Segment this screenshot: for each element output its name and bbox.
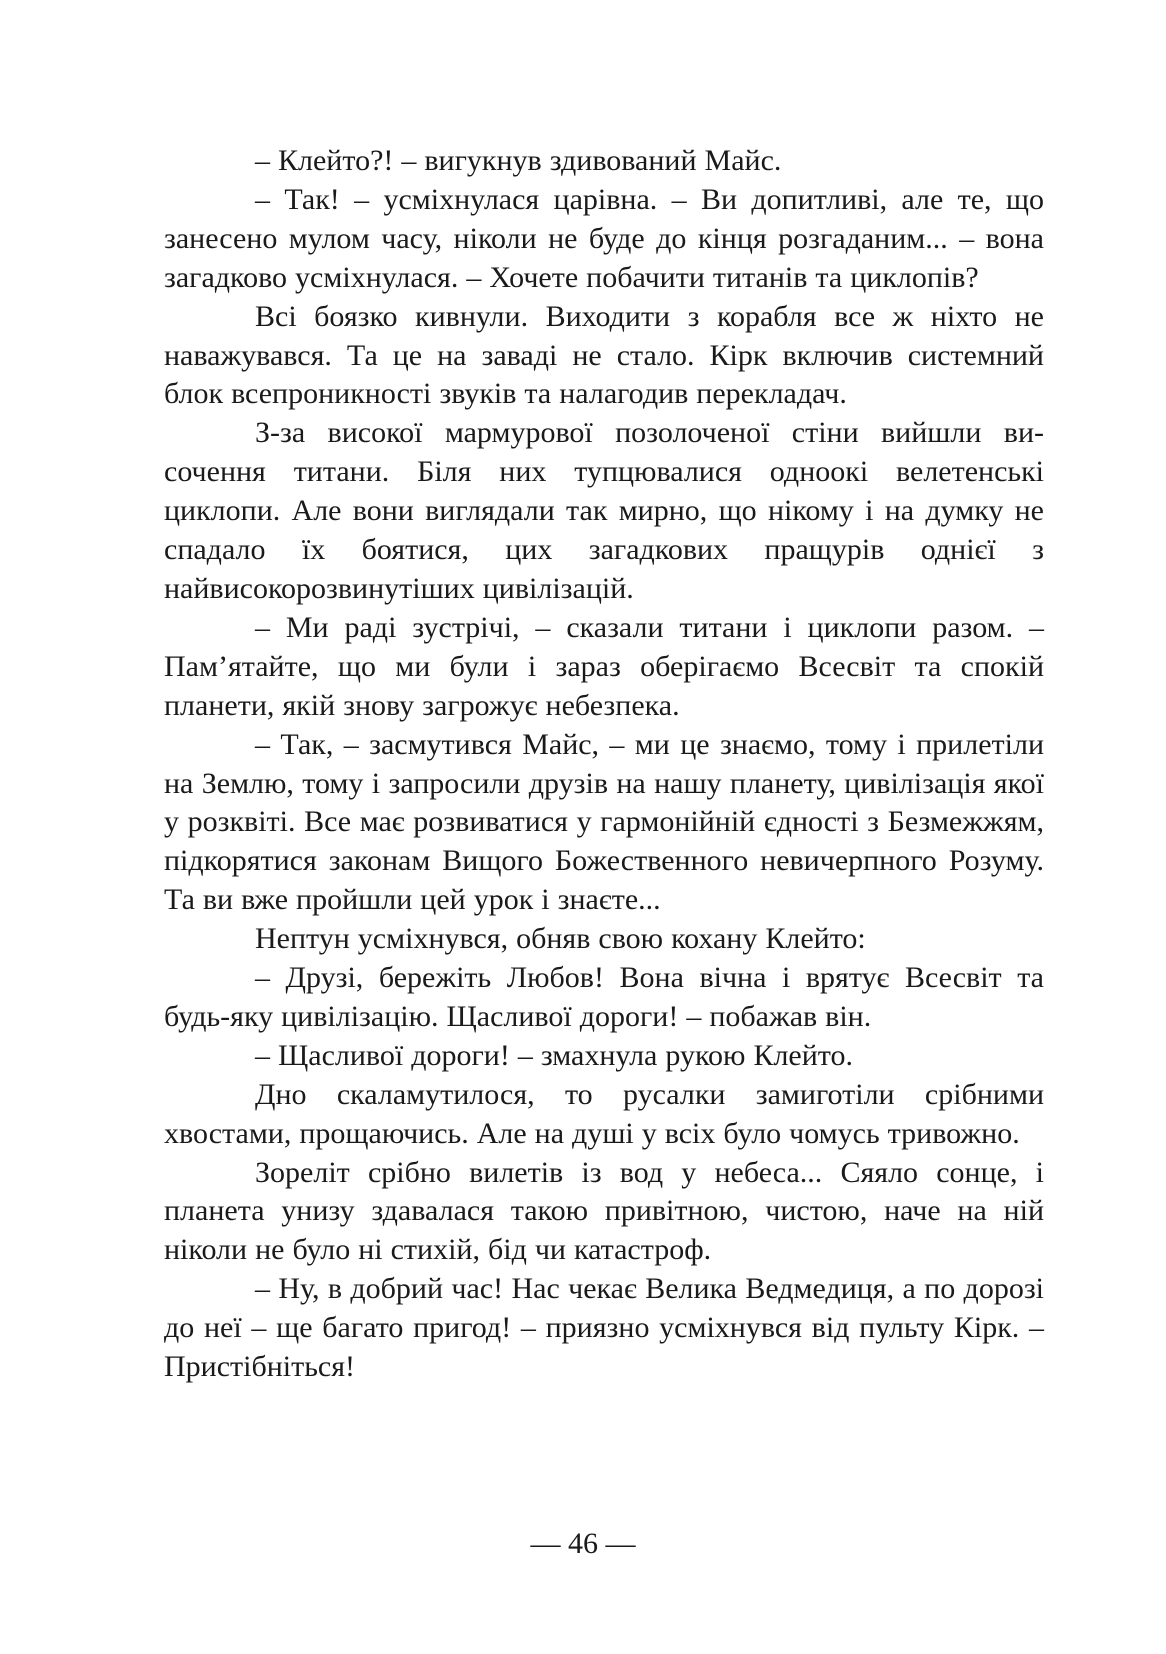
paragraph: Всі боязко кивнули. Виходити з корабля все ж ніхто не наважувався. Та це на заваді не стало. Кірк включив системний блок всепроникності звуків та налагодив перекладач. — [164, 299, 1044, 411]
paragraph: – Клейто?! – вигукнув здивований Майс. — [255, 144, 782, 177]
paragraph: – Щасливої дороги! – змахнула рукою Клейто. — [255, 1038, 854, 1072]
paragraph: Зореліт срібно вилетів із вод у небеса... Сяяло сонце, і планета унизу здавалася такою привітною, чистою, наче на ній ніколи не було ні стихій, бід чи катастроф. — [164, 1155, 1044, 1267]
paragraph: – Так! – усміхнулася царівна. – Ви допитливі, але те, що занесено мулом часу, ніколи не буде до кінця розгаданим... – вона загадково усміхнулася. – Хочете побачити титанів та циклопів? — [164, 182, 1044, 294]
paragraph: – Друзі, бережіть Любов! Вона вічна і врятує Всесвіт та будь-яку цивілізацію. Щасливої дороги! – побажав він. — [164, 961, 1044, 1033]
paragraph: – Ми раді зустрічі, – сказали титани і циклопи разом. – Пам’ятайте, що ми були і зараз оберігаємо Всесвіт та спокій планети, якій знову загрожує небезпека. — [164, 610, 1044, 722]
paragraph: Нептун усміхнувся, обняв свою кохану Клейто: — [255, 922, 866, 956]
page-number: — 46 — — [530, 1527, 636, 1560]
paragraph: – Так, – засмутився Майс, – ми це знаємо, тому і прилетіли на Землю, тому і запросили друзів на нашу планету, цивілізація якої у розквіті. Все має розвиватися у гармонійній єдності з Безмежжям, підкорятися законам Вищого Божественного невичерпного Розуму. Та ви вже пройшли цей урок і знаєте... — [164, 727, 1044, 917]
paragraph: Дно скаламутилося, то русалки замиготіли срібними хвостами, прощаючись. Але на душі у всіх було чомусь тривожно. — [164, 1077, 1044, 1150]
paragraph: – Ну, в добрий час! Нас чекає Велика Ведмедиця, а по дорозі до неї – ще багато пригод! – приязно усміхнувся від пульту Кірк. – Пристібніться! — [164, 1272, 1044, 1384]
paragraph: З-за високої мармурової позолоченої стіни вийшли височення титани. Біля них тупцювалися одноокі велетенські циклопи. Але вони виглядали так мирно, що нікому і на думку не спадало їх боятися, цих загадкових пращурів однієї з найвисокорозвинутіших цивілізацій. — [164, 416, 1044, 605]
page-body — [164, 142, 1044, 1387]
